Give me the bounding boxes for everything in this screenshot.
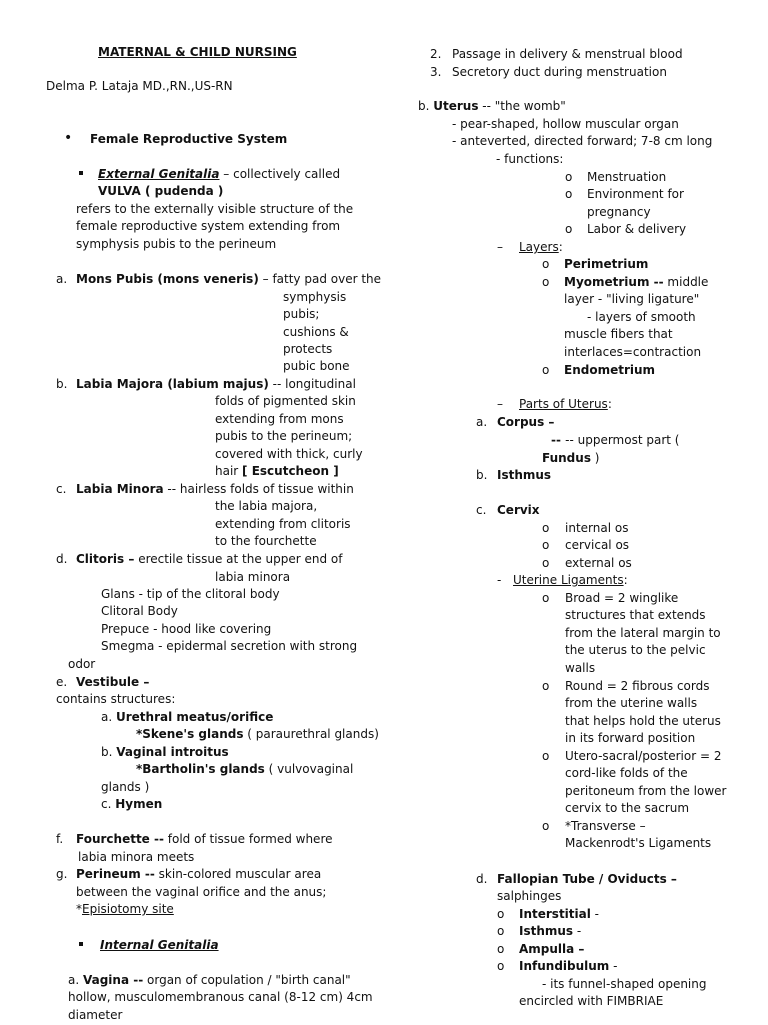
ext-desc: symphysis pubis to the perineum [76,237,277,251]
page-title: MATERNAL & CHILD NURSING [98,45,297,59]
item-letter: c. [476,503,487,517]
majora-desc: extending from mons [215,412,344,426]
external-genitalia-heading: External Genitalia – collectively called [98,167,341,181]
ligament-desc: from the uterine walls [565,696,698,710]
circle-bullet-icon: o [565,222,573,236]
function-item: pregnancy [587,205,651,219]
list-number: 3. [430,65,442,79]
dash: - [497,573,502,587]
minora-desc: the labia majora, [215,499,318,513]
clitoris-part: Glans - tip of the clitoral body [101,587,280,601]
mons-desc: symphysis [283,290,347,304]
labia-majora-item: Labia Majora (labium majus) -- longitudinal [76,377,356,391]
labia-minora-item: Labia Minora -- hairless folds of tissue within [76,482,354,496]
square-bullet-icon [79,942,83,946]
perineum-desc: between the vaginal orifice and the anus; [76,885,327,899]
clitoris-item: Clitoris – erectile tissue at the upper end of [76,552,343,566]
ligament-desc: the uterus to the pelvic [565,643,706,657]
tube-part: Isthmus - [519,924,582,938]
circle-bullet-icon: o [497,924,505,938]
circle-bullet-icon: o [565,187,573,201]
clitoris-part: Clitoral Body [101,604,178,618]
uterus-desc: - anteverted, directed forward; 7-8 cm long [452,134,713,148]
section-heading-frs: Female Reproductive System [90,132,288,146]
dash: – [497,240,503,254]
circle-bullet-icon: o [542,257,550,271]
ligament-desc: cord-like folds of the [565,766,688,780]
square-bullet-icon [79,171,83,175]
dash: – [497,397,503,411]
item-letter: f. [56,832,64,846]
cervix-part: cervical os [565,538,630,552]
uterus-item: b. Uterus -- "the womb" [418,99,566,113]
ligament-desc: walls [565,661,596,675]
ligament-desc: from the lateral margin to [565,626,721,640]
majora-desc: folds of pigmented skin [215,394,356,408]
item-letter: e. [56,675,68,689]
item-letter: c. [56,482,67,496]
vestibule-sub: c. Hymen [101,797,163,811]
clitoris-part: Smegma - epidermal secretion with strong [101,639,358,653]
ligament-desc: cervix to the sacrum [565,801,690,815]
circle-bullet-icon: o [542,556,550,570]
circle-bullet-icon: o [542,749,550,763]
layer-desc: interlaces=contraction [564,345,702,359]
ext-desc: female reproductive system extending from [76,219,341,233]
vagina-item: a. Vagina -- organ of copulation / "birth canal" [68,973,351,987]
ext-desc: refers to the externally visible structure of the [76,202,354,216]
mons-desc: pubic bone [283,359,350,373]
clitoris-desc: labia minora [215,570,291,584]
cervix-part: internal os [565,521,629,535]
mons-desc: pubis; [283,307,320,321]
circle-bullet-icon: o [542,521,550,535]
fallopian-tube-item: Fallopian Tube / Oviducts – [497,872,677,886]
item-letter: d. [56,552,68,566]
isthmus-item: Isthmus [497,468,552,482]
ligament-desc: Utero-sacral/posterior = 2 [565,749,722,763]
circle-bullet-icon: o [542,363,550,377]
item-letter: a. [56,272,68,286]
ligament-desc: Broad = 2 winglike [565,591,679,605]
majora-desc: hair [ Escutcheon ] [215,464,339,478]
item-letter: d. [476,872,488,886]
parts-heading: Parts of Uterus: [519,397,612,411]
ligament-desc: that helps hold the uterus [565,714,721,728]
corpus-item: Corpus – [497,415,555,429]
function-item: Menstruation [587,170,667,184]
circle-bullet-icon: o [542,275,550,289]
vulva-term: VULVA ( pudenda ) [98,184,224,198]
minora-desc: extending from clitoris [215,517,351,531]
cervix-item: Cervix [497,503,540,517]
ligament-desc: *Transverse – [565,819,646,833]
layer-desc: layer - "living ligature" [564,292,700,306]
perineum-item: Perineum -- skin-colored muscular area [76,867,322,881]
vestibule-sub: *Bartholin's glands ( vulvovaginal [136,762,354,776]
circle-bullet-icon: o [542,679,550,693]
tube-desc: salphinges [497,889,562,903]
author: Delma P. Lataja MD.,RN.,US-RN [46,79,233,93]
clitoris-part: odor [68,657,96,671]
circle-bullet-icon: o [497,959,505,973]
bullet-dot: • [64,130,73,146]
tube-part: Infundibulum - [519,959,618,973]
internal-genitalia-heading: Internal Genitalia [100,938,219,952]
circle-bullet-icon: o [565,170,573,184]
circle-bullet-icon: o [542,819,550,833]
layer-item: Endometrium [564,363,656,377]
item-letter: g. [56,867,68,881]
item-letter: a. [476,415,488,429]
tube-part: Interstitial - [519,907,600,921]
ligament-desc: peritoneum from the lower [565,784,727,798]
vestibule-sub: a. Urethral meatus/orifice [101,710,274,724]
vestibule-item: Vestibule – [76,675,150,689]
tube-desc: - its funnel-shaped opening [542,977,707,991]
circle-bullet-icon: o [542,538,550,552]
mons-pubis-item: Mons Pubis (mons veneris) – fatty pad over the [76,272,382,286]
mons-desc: protects [283,342,333,356]
vagina-desc: hollow, musculomembranous canal (8-12 cm) 4cm [68,990,373,1004]
list-number: 2. [430,47,442,61]
circle-bullet-icon: o [497,907,505,921]
perineum-desc: *Episiotomy site [76,902,174,916]
fundus: Fundus ) [542,451,600,465]
uterus-desc: - pear-shaped, hollow muscular organ [452,117,679,131]
vagina-desc: diameter [68,1008,123,1022]
majora-desc: covered with thick, curly [215,447,363,461]
clitoris-part: Prepuce - hood like covering [101,622,272,636]
layers-heading: Layers: [519,240,563,254]
minora-desc: to the fourchette [215,534,317,548]
tube-desc: encircled with FIMBRIAE [519,994,664,1008]
majora-desc: pubis to the perineum; [215,429,353,443]
fourchette-desc: labia minora meets [78,850,195,864]
mons-desc: cushions & [283,325,349,339]
ligaments-heading: Uterine Ligaments: [513,573,628,587]
circle-bullet-icon: o [542,591,550,605]
list-item: Passage in delivery & menstrual blood [452,47,683,61]
layer-desc: - layers of smooth [587,310,696,324]
vestibule-sub: *Skene's glands ( paraurethral glands) [136,727,379,741]
circle-bullet-icon: o [497,942,505,956]
vestibule-sub: b. Vaginal introitus [101,745,229,759]
uterus-functions: - functions: [496,152,564,166]
vestibule-desc: contains structures: [56,692,176,706]
item-letter: b. [56,377,68,391]
function-item: Labor & delivery [587,222,687,236]
cervix-part: external os [565,556,632,570]
corpus-desc: -- -- uppermost part ( [551,433,680,447]
fourchette-item: Fourchette -- fold of tissue formed where [76,832,333,846]
item-letter: b. [476,468,488,482]
layer-item: Myometrium -- middle [564,275,709,289]
ligament-desc: Mackenrodt's Ligaments [565,836,712,850]
vestibule-sub: glands ) [101,780,150,794]
function-item: Environment for [587,187,684,201]
ligament-desc: structures that extends [565,608,706,622]
tube-part: Ampulla – [519,942,585,956]
layer-item: Perimetrium [564,257,649,271]
layer-desc: muscle fibers that [564,327,673,341]
ligament-desc: in its forward position [565,731,696,745]
ligament-desc: Round = 2 fibrous cords [565,679,710,693]
list-item: Secretory duct during menstruation [452,65,667,79]
